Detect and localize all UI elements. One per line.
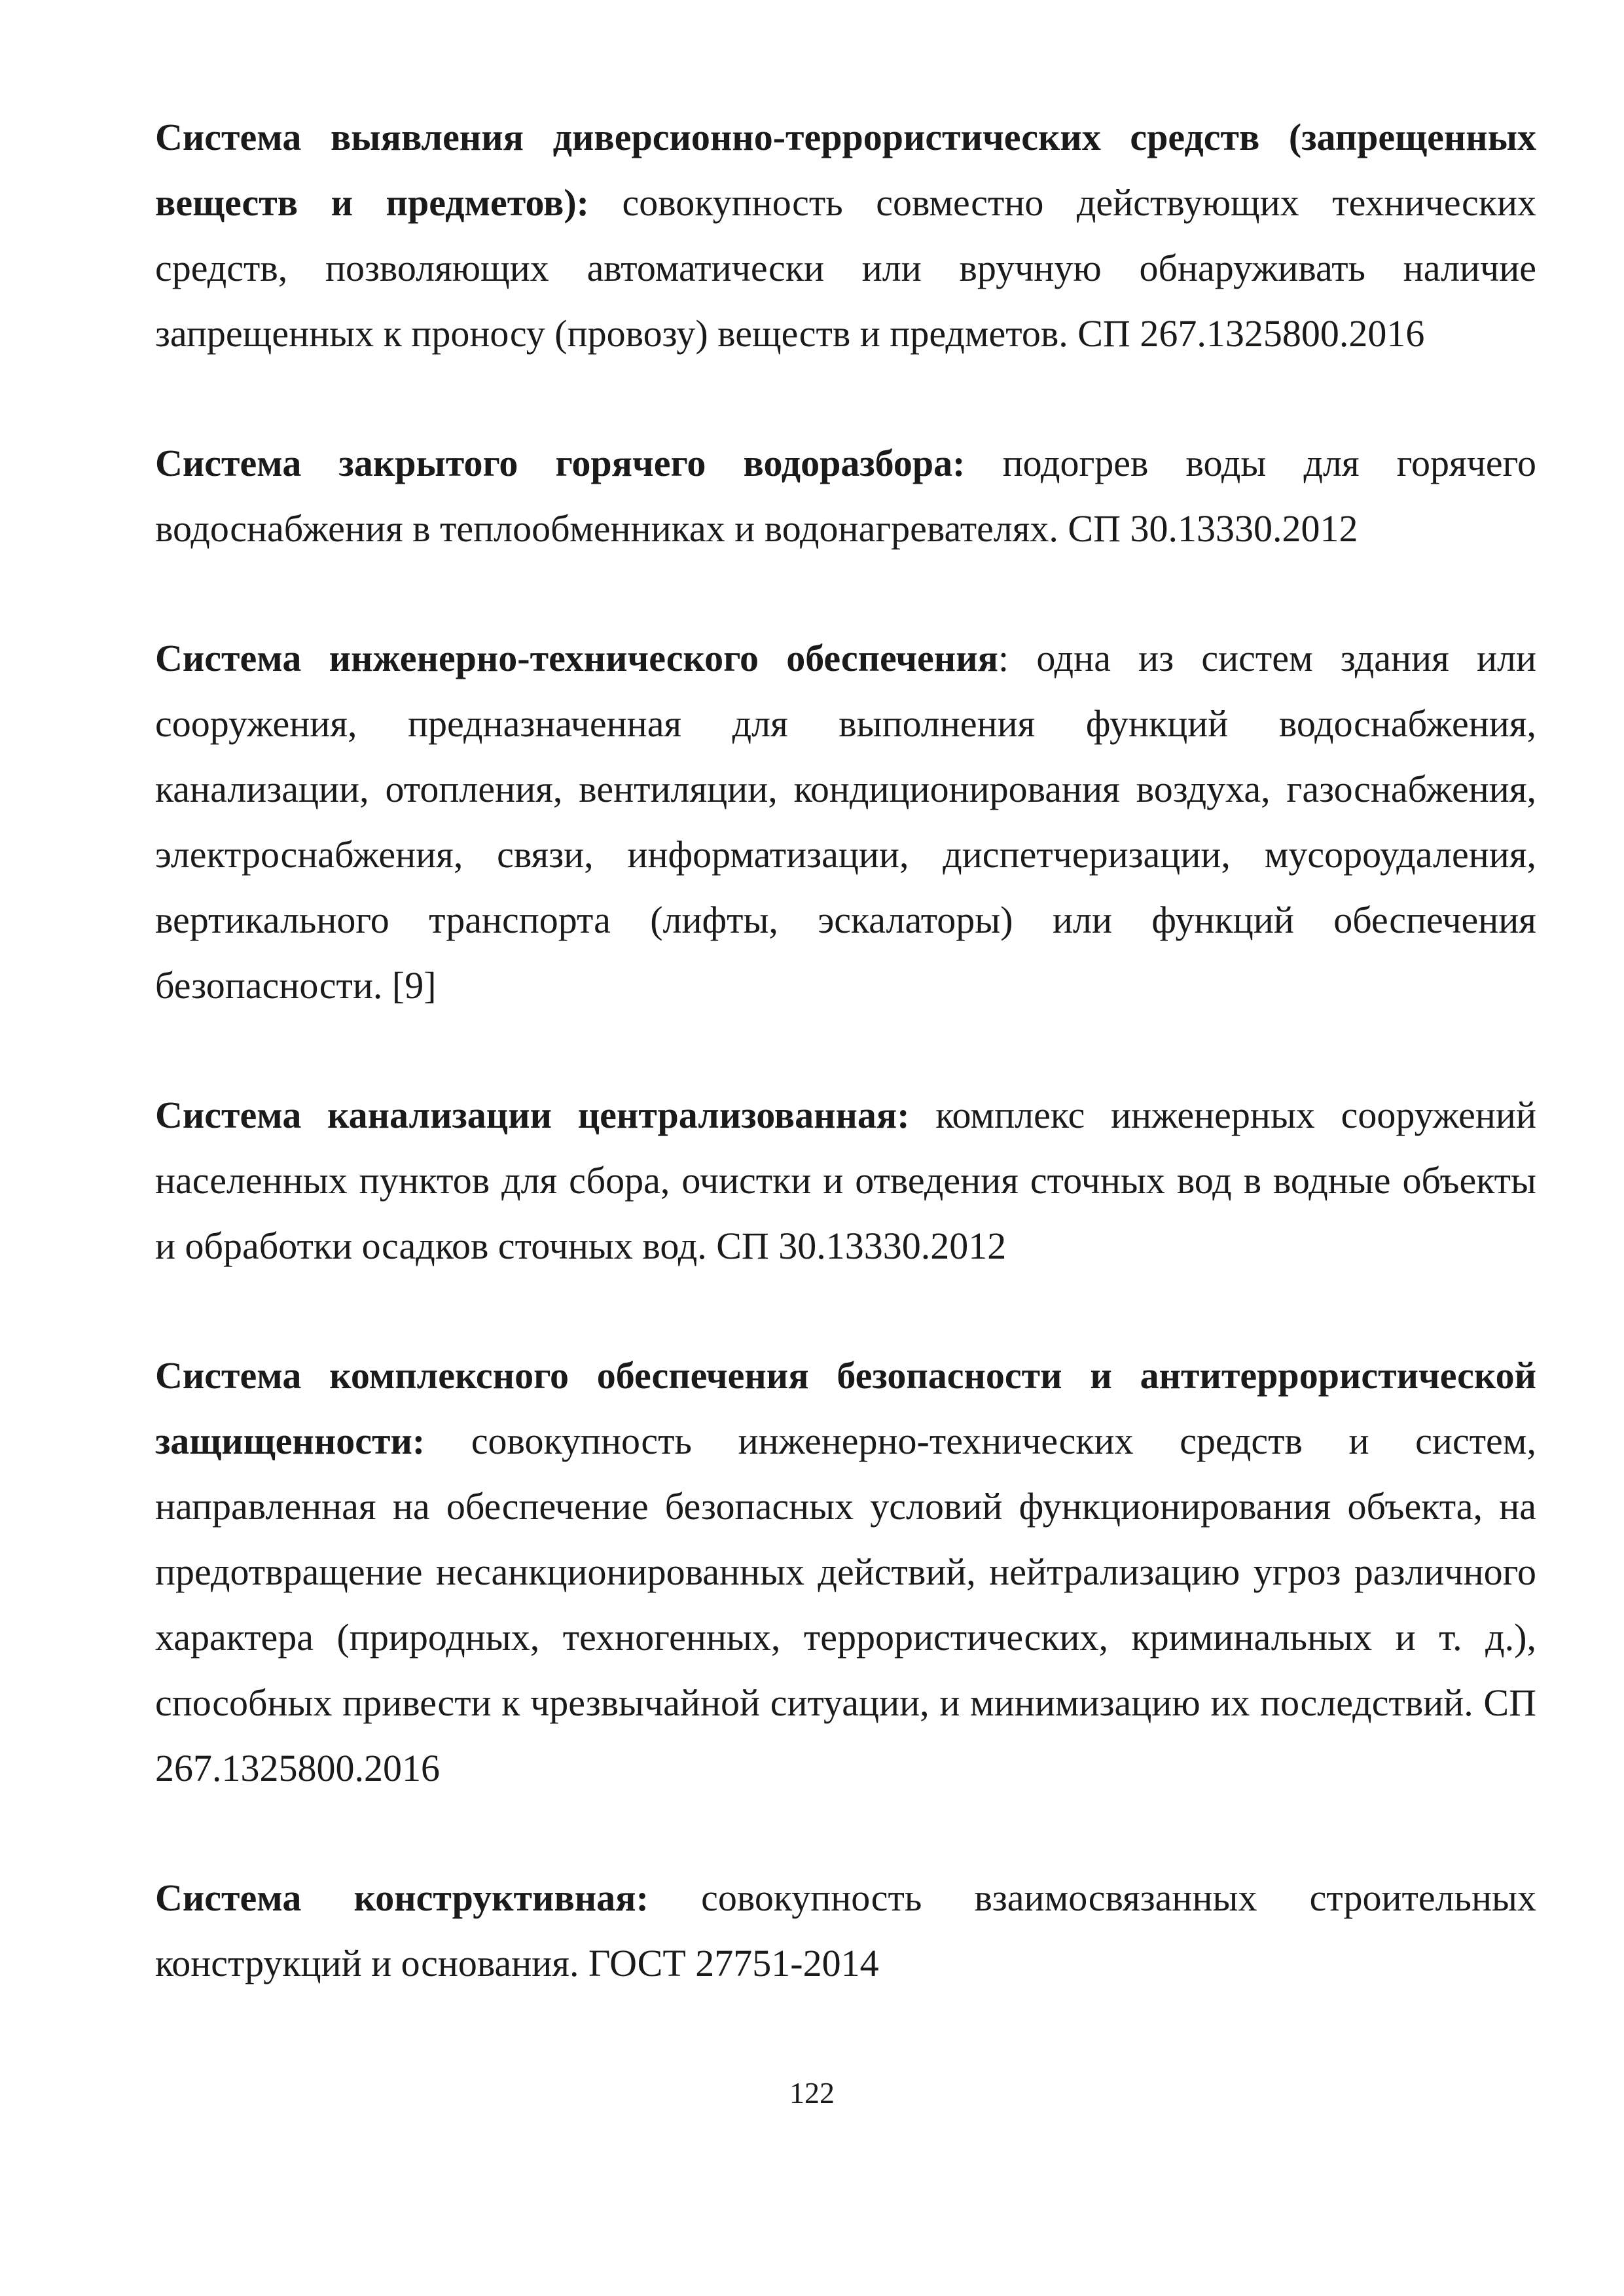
entry-term: Система инженерно-технического обеспечения	[155, 637, 999, 679]
entry-term: Система выявления диверсионно-террористических средств (запрещенных веществ и предметов):	[155, 116, 1536, 224]
entry-engineering-support-system	[155, 626, 1536, 1018]
entry-definition: совокупность взаимосвязанных строительных конструкций и основания. ГОСТ 27751-2014	[155, 1876, 1537, 1984]
entry-definition: подогрев воды для горячего водоснабжения в теплообменниках и водонагревателях. СП 30.13330.2012	[155, 442, 1536, 550]
entry-closed-hot-water-system	[155, 431, 1536, 562]
entry-term: Система закрытого горячего водоразбора:	[155, 442, 965, 484]
entry-structural-system	[155, 1865, 1536, 1996]
entry-definition: комплекс инженерных сооружений населенных пунктов для сбора, очистки и отведения сточных вод в водные объекты и обработки осадков сточных вод. СП 30.13330.2012	[155, 1094, 1536, 1267]
entry-definition: совокупность совместно действующих технических средств, позволяющих автоматически или вручную обнаруживать наличие запрещенных к проносу (провозу) веществ и предметов. СП 267.1325800.2016	[155, 181, 1536, 355]
entry-definition: совокупность инженерно-технических средств и систем, направленная на обеспечение безопасных условий функционирования объекта, на предотвращение несанкционированных действий, нейтрализацию угроз различного характера (природных, техногенных, террористических, криминальных и т. д.), способных привести к чрезвычайной ситуации, и минимизацию их последствий. СП 267.1325800.2016	[155, 1420, 1536, 1789]
entry-term: Система комплексного обеспечения безопасности и антитеррористической защищенности:	[155, 1354, 1536, 1462]
entry-integrated-security-system	[155, 1343, 1536, 1801]
entry-centralized-sewerage-system	[155, 1083, 1536, 1279]
page-content	[155, 105, 1536, 2060]
page-number: 122	[789, 2076, 835, 2109]
entry-detection-system	[155, 105, 1536, 367]
entry-term: Система канализации централизованная:	[155, 1094, 910, 1136]
entry-term: Система конструктивная:	[155, 1876, 649, 1919]
entry-definition: : одна из систем здания или сооружения, предназначенная для выполнения функций водоснабжения, канализации, отопления, вентиляции, кондиционирования воздуха, газоснабжения, электроснабжения, связи, информатизации, диспетчеризации, мусороудаления, вертикального транспорта (лифты, эскалаторы) или функций обеспечения безопасности. [9]	[155, 637, 1536, 1007]
